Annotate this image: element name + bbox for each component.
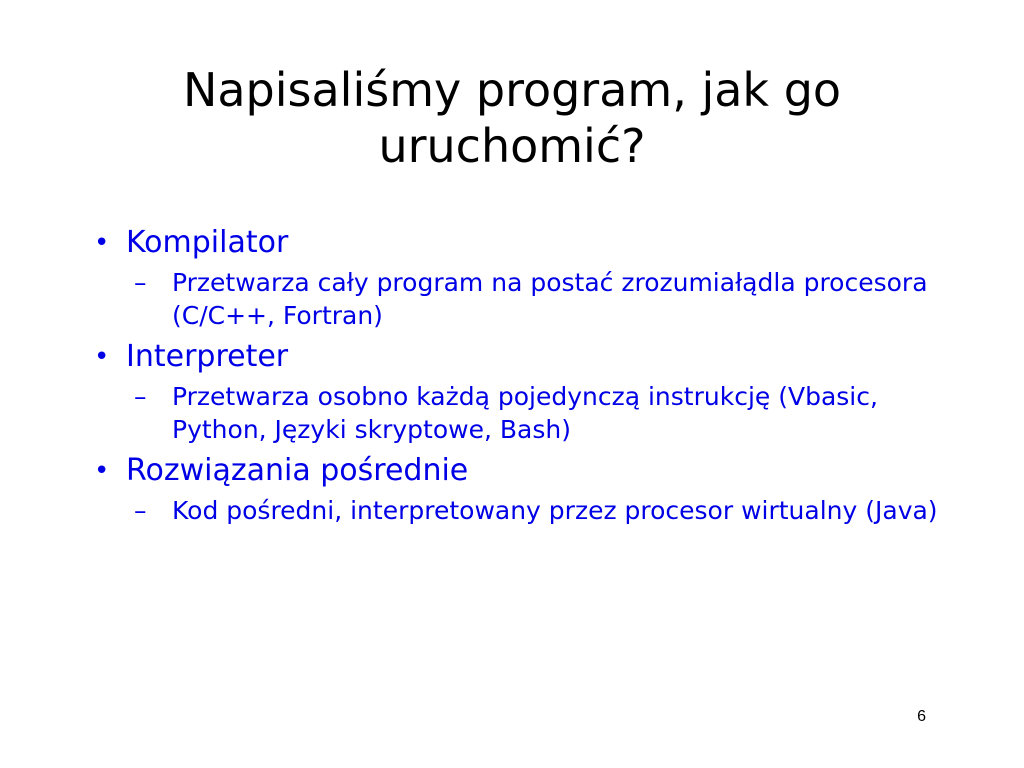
- sub-bullet-text: Kod pośredni, interpretowany przez procesor wirtualny (Java): [172, 496, 938, 525]
- bullet-item-interpreter: [86, 338, 946, 446]
- sub-bullet-text: Przetwarza osobno każdą pojedynczą instrukcję (Vbasic, Python, Języki skryptowe, Bash): [172, 382, 878, 444]
- bullet-dot-icon: •: [94, 456, 110, 486]
- sub-bullet-list: [126, 494, 946, 527]
- dash-icon: –: [134, 268, 147, 297]
- page-number: 6: [917, 708, 926, 725]
- sub-bullet-item: [126, 380, 946, 446]
- slide-title: Napisaliśmy program, jak go uruchomić?: [182, 63, 842, 173]
- bullet-label: Rozwiązania pośrednie: [126, 453, 469, 488]
- bullet-item-kompilator: [86, 224, 946, 332]
- bullet-label: Interpreter: [126, 339, 289, 374]
- sub-bullet-text: Przetwarza cały program na postać zrozumiałądla procesora (C/C++, Fortran): [172, 268, 928, 330]
- sub-bullet-list: [126, 380, 946, 446]
- sub-bullet-item: [126, 266, 946, 332]
- bullet-dot-icon: •: [94, 228, 110, 258]
- bullet-list: [86, 224, 946, 533]
- bullet-label: Kompilator: [126, 225, 289, 260]
- sub-bullet-list: [126, 266, 946, 332]
- bullet-item-rozwiazania-posrednie: [86, 452, 946, 527]
- bullet-dot-icon: •: [94, 342, 110, 372]
- dash-icon: –: [134, 382, 147, 411]
- sub-bullet-item: [126, 494, 946, 527]
- dash-icon: –: [134, 496, 147, 525]
